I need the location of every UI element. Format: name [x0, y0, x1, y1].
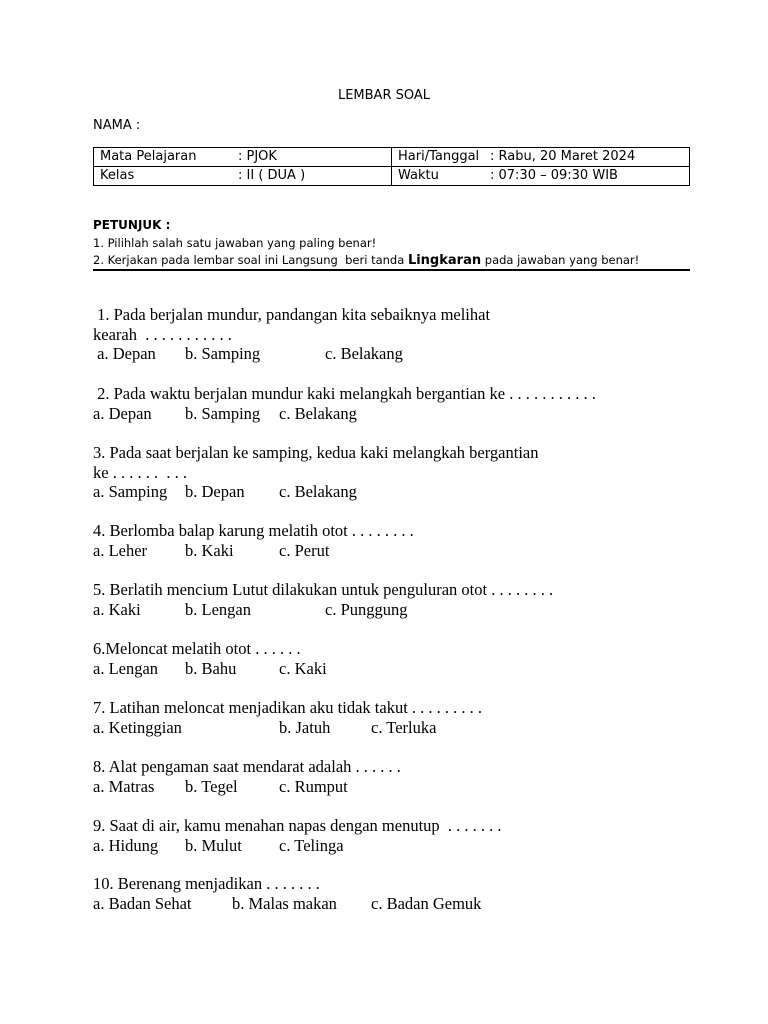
answer-options: [93, 404, 596, 424]
info-cell-subject: [94, 148, 392, 167]
answer-option-b[interactable]: b. Bahu: [185, 658, 237, 678]
answer-option-c[interactable]: c. Belakang: [279, 403, 357, 423]
answer-option-c[interactable]: c. Terluka: [371, 717, 437, 737]
time-value: : 07:30 – 09:30 WIB: [490, 168, 618, 183]
answer-option-b[interactable]: b. Tegel: [185, 776, 238, 796]
answer-option-a[interactable]: a. Depan: [93, 403, 152, 423]
answer-option-a[interactable]: a. Matras: [93, 776, 155, 796]
info-cell-date: [392, 148, 690, 167]
question-text: 3. Pada saat berjalan ke samping, kedua kaki melangkah bergantian: [93, 443, 539, 462]
answer-option-c[interactable]: c. Perut: [279, 540, 330, 560]
answer-options: [93, 482, 539, 502]
info-cell-class: [94, 167, 392, 186]
answer-option-b[interactable]: b. Samping: [185, 344, 261, 363]
question-9: [93, 816, 502, 855]
question-text: 9. Saat di air, kamu menahan napas dengan menutup . . . . . . .: [93, 816, 502, 835]
question-10: [93, 874, 482, 913]
question-text: 5. Berlatih mencium Lutut dilakukan untuk penguluran otot . . . . . . . .: [93, 580, 554, 599]
answer-options: [93, 344, 490, 364]
answer-option-c[interactable]: c. Rumput: [279, 776, 348, 796]
answer-option-b[interactable]: b. Lengan: [185, 599, 251, 619]
question-text: 10. Berenang menjadikan . . . . . . .: [93, 874, 320, 893]
answer-options: [93, 718, 482, 738]
answer-option-b[interactable]: b. Depan: [185, 482, 245, 501]
answer-options: [93, 777, 401, 797]
info-row-class: [94, 167, 690, 186]
answer-option-b[interactable]: b. Jatuh: [279, 717, 331, 737]
question-text: 6.Meloncat melatih otot . . . . . .: [93, 639, 301, 658]
answer-option-b[interactable]: b. Samping: [185, 403, 261, 423]
answer-option-a[interactable]: a. Samping: [93, 482, 168, 501]
answer-option-c[interactable]: c. Kaki: [279, 658, 327, 678]
instructions-heading: PETUNJUK :: [93, 218, 171, 232]
question-7: [93, 698, 482, 737]
question-text: 8. Alat pengaman saat mendarat adalah . . . . . .: [93, 757, 401, 776]
question-text: 4. Berlomba balap karung melatih otot . . . . . . . .: [93, 521, 414, 540]
question-text: 1. Pada berjalan mundur, pandangan kita sebaiknya melihat: [93, 305, 491, 324]
answer-option-c[interactable]: c. Belakang: [279, 482, 357, 501]
answer-option-c[interactable]: c. Telinga: [279, 835, 344, 855]
answer-option-b[interactable]: b. Mulut: [185, 835, 242, 855]
answer-option-a[interactable]: a. Leher: [93, 540, 148, 560]
answer-options: [93, 893, 482, 914]
info-table: [93, 147, 690, 186]
instruction-line-2: [93, 253, 690, 271]
answer-option-b[interactable]: b. Malas makan: [232, 893, 337, 913]
question-4: [93, 521, 414, 560]
nama-label: NAMA :: [93, 118, 141, 133]
question-text: kearah . . . . . . . . . . .: [93, 324, 232, 344]
info-row-subject: [94, 148, 690, 167]
answer-option-a[interactable]: a. Lengan: [93, 658, 159, 678]
question-5: [93, 580, 553, 619]
class-label: Kelas: [100, 168, 135, 183]
answer-options: [93, 600, 553, 620]
question-8: [93, 757, 401, 796]
question-6: [93, 639, 327, 678]
answer-option-c[interactable]: c. Badan Gemuk: [371, 893, 482, 913]
instruction-line-2-end: pada jawaban yang benar!: [481, 253, 640, 267]
question-text: 2. Pada waktu berjalan mundur kaki melangkah bergantian ke . . . . . . . . . . .: [93, 384, 596, 403]
time-label: Waktu: [398, 168, 439, 183]
page-title: LEMBAR SOAL: [337, 88, 431, 103]
question-2: [93, 384, 596, 423]
date-label: Hari/Tanggal: [398, 149, 480, 164]
question-3: [93, 443, 539, 502]
subject-value: : PJOK: [238, 149, 277, 164]
subject-label: Mata Pelajaran: [100, 149, 197, 164]
answer-options: [93, 836, 502, 856]
instruction-line-2-emphasis: Lingkaran: [407, 253, 482, 268]
answer-options: [93, 541, 414, 561]
class-value: : II ( DUA ): [238, 168, 306, 183]
answer-option-a[interactable]: a. Kaki: [93, 599, 141, 619]
answer-option-c[interactable]: c. Belakang: [325, 344, 403, 363]
answer-option-a[interactable]: a. Hidung: [93, 835, 159, 855]
date-value: : Rabu, 20 Maret 2024: [490, 149, 636, 164]
answer-option-a[interactable]: a. Depan: [93, 344, 156, 363]
answer-option-b[interactable]: b. Kaki: [185, 540, 234, 560]
question-text: ke . . . . . . . . .: [93, 462, 187, 482]
question-text: 7. Latihan meloncat menjadikan aku tidak takut . . . . . . . . .: [93, 698, 483, 717]
question-1: [93, 305, 490, 364]
instruction-line-2-start: 2. Kerjakan pada lembar soal ini Langsung beri tanda: [93, 253, 408, 267]
answer-option-a[interactable]: a. Ketinggian: [93, 717, 182, 737]
answer-option-a[interactable]: a. Badan Sehat: [93, 893, 192, 913]
answer-option-c[interactable]: c. Punggung: [325, 599, 408, 619]
info-cell-time: [392, 167, 690, 186]
instruction-line-1: 1. Pilihlah salah satu jawaban yang paling benar!: [93, 236, 377, 250]
answer-options: [93, 658, 327, 679]
